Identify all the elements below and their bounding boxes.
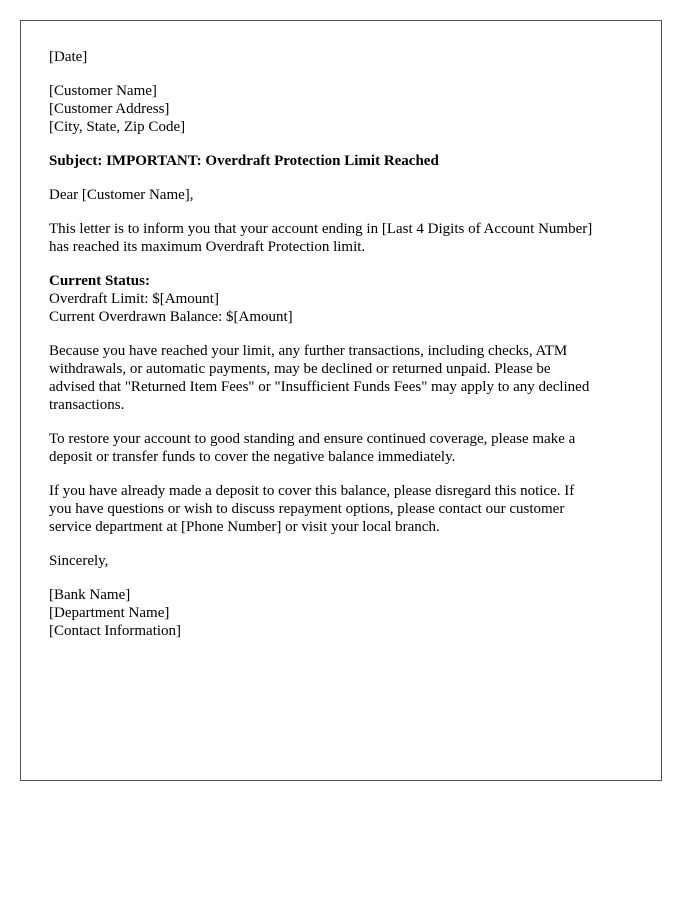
intro-paragraph (49, 220, 633, 256)
status-block (49, 272, 633, 326)
signature-department: [Department Name] (49, 605, 170, 621)
paragraph-line: advised that "Returned Item Fees" or "Insufficient Funds Fees" may apply to any declined (49, 379, 590, 395)
consequences-paragraph (49, 342, 633, 414)
restore-paragraph (49, 430, 633, 466)
greeting-block (49, 186, 633, 204)
paragraph-line: service department at [Phone Number] or visit your local branch. (49, 519, 440, 535)
subject-block (49, 152, 633, 170)
letter-closing: Sincerely, (49, 553, 109, 569)
paragraph-line: transactions. (49, 397, 125, 413)
letter-subject: Subject: IMPORTANT: Overdraft Protection Limit Reached (49, 153, 439, 169)
paragraph-line: withdrawals, or automatic payments, may be declined or returned unpaid. Please be (49, 361, 551, 377)
letter-greeting: Dear [Customer Name], (49, 187, 194, 203)
disregard-paragraph (49, 482, 633, 536)
recipient-address: [Customer Address] (49, 101, 170, 117)
signature-contact: [Contact Information] (49, 623, 182, 639)
paragraph-line: you have questions or wish to discuss repayment options, please contact our customer (49, 501, 565, 517)
paragraph-line: This letter is to inform you that your account ending in [Last 4 Digits of Account Number] (49, 221, 593, 237)
paragraph-line: has reached its maximum Overdraft Protection limit. (49, 239, 366, 255)
overdraft-limit: Overdraft Limit: $[Amount] (49, 291, 219, 307)
paragraph-line: Because you have reached your limit, any further transactions, including checks, ATM (49, 343, 568, 359)
recipient-block (49, 82, 633, 136)
paragraph-line: deposit or transfer funds to cover the negative balance immediately. (49, 449, 456, 465)
status-heading: Current Status: (49, 273, 150, 289)
paragraph-line: If you have already made a deposit to cover this balance, please disregard this notice. If (49, 483, 575, 499)
overdrawn-balance: Current Overdrawn Balance: $[Amount] (49, 309, 293, 325)
signature-bank: [Bank Name] (49, 587, 131, 603)
recipient-city: [City, State, Zip Code] (49, 119, 186, 135)
date-block (49, 48, 633, 66)
closing-block (49, 552, 633, 570)
signature-block (49, 586, 633, 640)
paragraph-line: To restore your account to good standing and ensure continued coverage, please make a (49, 431, 576, 447)
letter-page (20, 20, 662, 781)
letter-date: [Date] (49, 49, 88, 65)
recipient-name: [Customer Name] (49, 83, 157, 99)
